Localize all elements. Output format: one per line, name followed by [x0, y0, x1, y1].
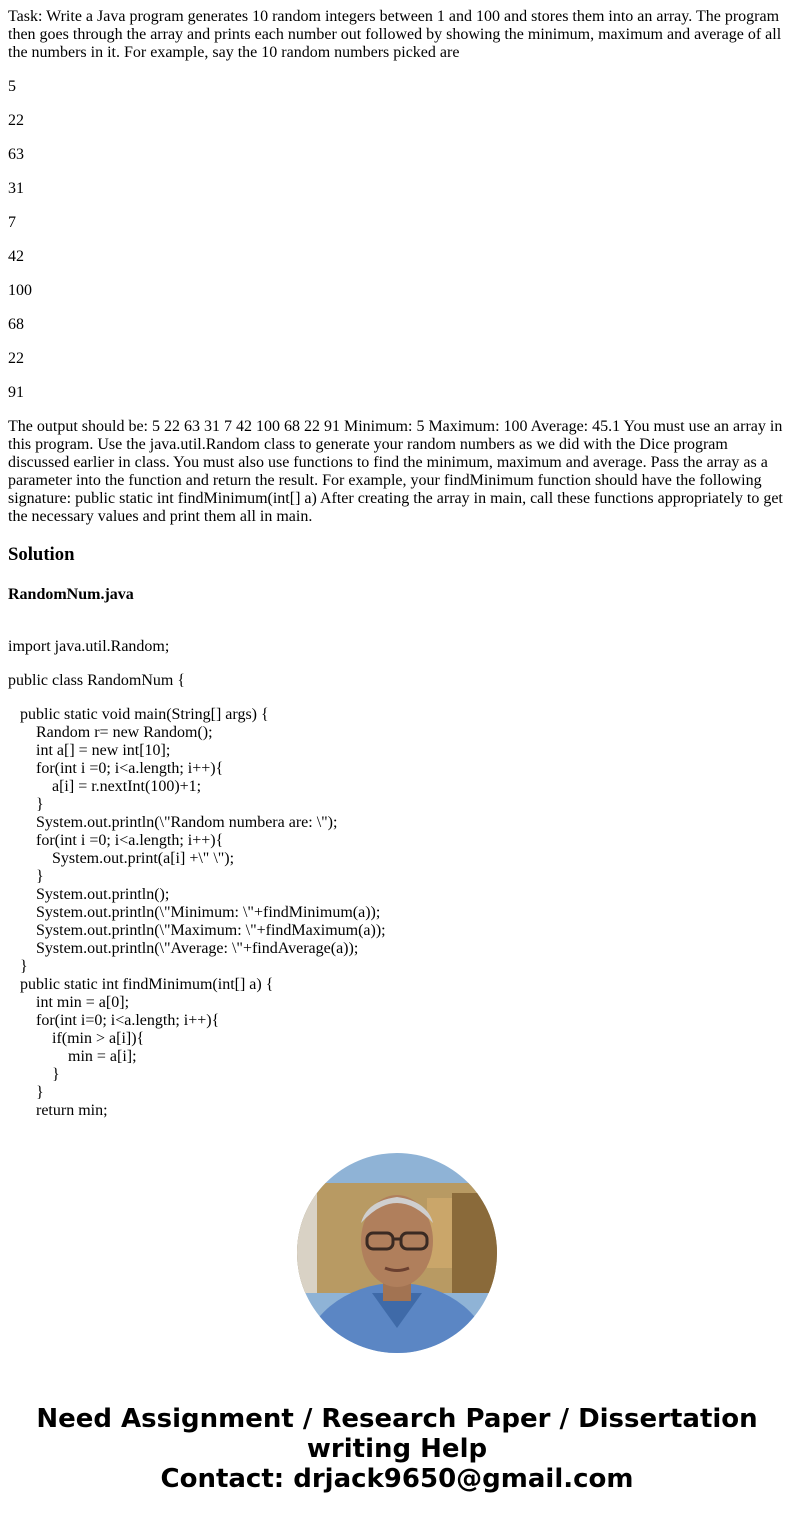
- contact-email[interactable]: Contact: drjack9650@gmail.com: [160, 1464, 634, 1494]
- filename-heading: RandomNum.java: [8, 586, 134, 603]
- example-number: 31: [8, 180, 24, 197]
- banner-line: writing Help: [306, 1434, 488, 1464]
- code-line: System.out.println(\"Average: \"+findAverage(a));: [8, 940, 359, 957]
- code-line: }: [8, 796, 44, 813]
- code-line: System.out.println(\"Maximum: \"+findMaximum(a));: [8, 922, 386, 939]
- solution-heading: Solution: [8, 544, 75, 565]
- code-line: System.out.println();: [8, 886, 170, 903]
- code-line: }: [8, 868, 44, 885]
- author-portrait-image: [297, 1153, 497, 1353]
- code-line: public static void main(String[] args) {: [8, 706, 269, 723]
- code-line: Random r= new Random();: [8, 724, 213, 741]
- code-line: }: [8, 1084, 44, 1101]
- code-line: int min = a[0];: [8, 994, 130, 1011]
- code-line: for(int i =0; i<a.length; i++){: [8, 832, 224, 849]
- code-line: }: [8, 1066, 60, 1083]
- task-description: The output should be: 5 22 63 31 7 42 100 68 22 91 Minimum: 5 Maximum: 100 Average: 45.1 You must use an array in this program. Use the java.util.Random class to generate your random numbers as we did with the Dice program discussed earlier in class. You must also use functions to find the minimum, maximum and average. Pass the array as a parameter into the function and return the result. For example, your findMinimum function should have the following signature: public static int findMinimum(int[] a) After creating the array in main, call these functions appropriately to get the necessary values and print them all in main.: [8, 418, 783, 525]
- example-number-list: [8, 78, 786, 402]
- example-number: 91: [8, 384, 24, 401]
- code-line: System.out.println(\"Random numbera are: \");: [8, 814, 338, 831]
- code-line: System.out.println(\"Minimum: \"+findMinimum(a));: [8, 904, 381, 921]
- contact-banner: [0, 1404, 794, 1494]
- code-line: min = a[i];: [8, 1048, 137, 1065]
- code-line: public static int findMinimum(int[] a) {: [8, 976, 274, 993]
- code-body: [8, 706, 786, 1120]
- code-line: if(min > a[i]){: [8, 1030, 145, 1047]
- example-number: 22: [8, 350, 24, 367]
- example-number: 42: [8, 248, 24, 265]
- code-line: System.out.print(a[i] +\" \");: [8, 850, 235, 867]
- author-photo: [297, 1153, 497, 1353]
- banner-line: Need Assignment / Research Paper / Dissertation: [36, 1404, 758, 1434]
- code-line: int a[] = new int[10];: [8, 742, 171, 759]
- code-line: return min;: [8, 1102, 108, 1119]
- code-line: for(int i=0; i<a.length; i++){: [8, 1012, 220, 1029]
- code-line: public class RandomNum {: [8, 672, 185, 689]
- example-number: 100: [8, 282, 32, 299]
- code-block: [8, 638, 786, 1120]
- code-line: }: [8, 958, 28, 975]
- example-number: 63: [8, 146, 24, 163]
- example-number: 22: [8, 112, 24, 129]
- example-number: 68: [8, 316, 24, 333]
- document-body: [8, 8, 786, 1120]
- code-line: for(int i =0; i<a.length; i++){: [8, 760, 224, 777]
- code-line: a[i] = r.nextInt(100)+1;: [8, 778, 202, 795]
- example-number: 5: [8, 78, 16, 95]
- task-statement: Task: Write a Java program generates 10 random integers between 1 and 100 and stores them into an array. The program then goes through the array and prints each number out followed by showing the minimum, maximum and average of all the numbers in it. For example, say the 10 random numbers picked are: [8, 8, 782, 61]
- code-line: import java.util.Random;: [8, 638, 170, 655]
- example-number: 7: [8, 214, 16, 231]
